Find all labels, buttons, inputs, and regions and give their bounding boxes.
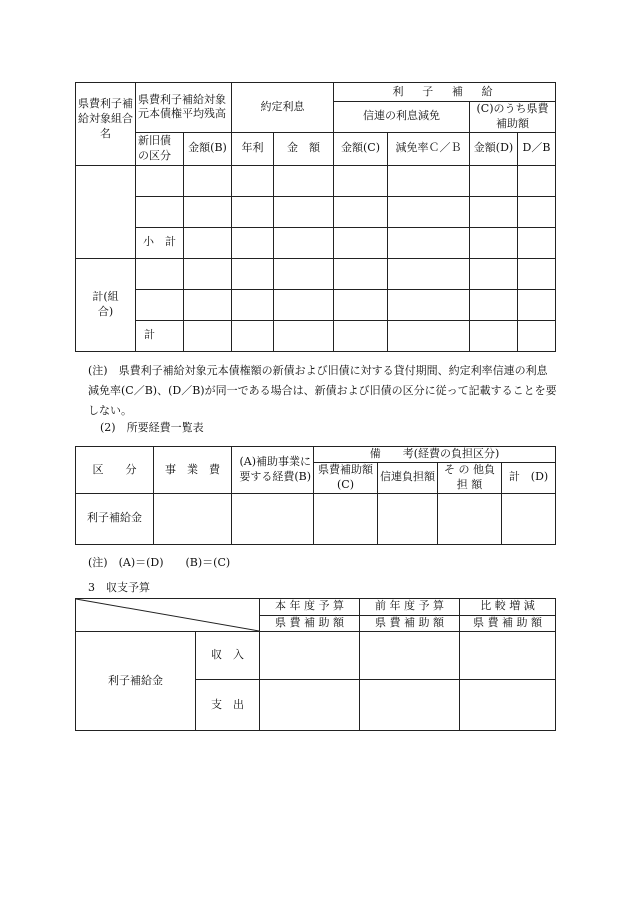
header-prev-year: 前 年 度 予 算: [360, 599, 460, 616]
cell: [232, 258, 274, 289]
header-comparison: 比 較 増 減: [460, 599, 556, 616]
cell: [232, 227, 274, 258]
cell: [274, 227, 334, 258]
cell: [154, 493, 232, 544]
cell: [232, 320, 274, 351]
corner-diagonal-cell: [76, 599, 260, 632]
cell: [470, 320, 518, 351]
cell: [360, 632, 460, 680]
header-remarks: 備 考(経費の負担区分): [314, 447, 556, 463]
cell: [136, 165, 184, 196]
cell: [274, 320, 334, 351]
cell: [184, 196, 232, 227]
cell: [184, 258, 232, 289]
header-shinren-reduction: 信連の利息減免: [334, 102, 470, 133]
cell: [388, 289, 470, 320]
cell: [334, 196, 388, 227]
header-annual-rate: 年利: [232, 132, 274, 165]
cell: [388, 320, 470, 351]
cell: [388, 227, 470, 258]
header-other-burden: そ の 他負 担 額: [438, 462, 502, 493]
header-new-old: 新旧債の区分: [136, 132, 184, 165]
subtotal-label: 小 計: [136, 227, 184, 258]
header-pref-subsidy-1: 県 費 補 助 額: [260, 615, 360, 632]
cell: [274, 165, 334, 196]
cell: [184, 165, 232, 196]
cell: [334, 165, 388, 196]
note-1: (注) 県費利子補給対象元本債権額の新債および旧債に対する貸付期間、約定利率信連の利息減免率(C／B)、(D／B)が同一である場合は、新債および旧債の区分に従って記載することを要しない。: [88, 364, 557, 417]
cell: [460, 632, 556, 680]
cell: [388, 196, 470, 227]
cell: [502, 493, 556, 544]
cell: [470, 227, 518, 258]
total-label: 計: [136, 320, 184, 351]
header-pref-subsidy-2: 県 費 補 助 額: [360, 615, 460, 632]
cell: [184, 227, 232, 258]
cell: [334, 289, 388, 320]
cell: [518, 320, 556, 351]
cell: [388, 258, 470, 289]
cell: [518, 227, 556, 258]
cell: [314, 493, 378, 544]
union-cell: [76, 165, 136, 258]
cell: [184, 289, 232, 320]
cell: [518, 258, 556, 289]
header-principal: 県費利子補給対象元本債権平均残高: [136, 83, 232, 133]
cell: [388, 165, 470, 196]
section-3-title: 3 収支予算: [88, 581, 150, 594]
cell: [470, 258, 518, 289]
header-db: D／B: [518, 132, 556, 165]
header-shinren-burden: 信連負担額: [378, 462, 438, 493]
income-label: 収 入: [196, 632, 260, 680]
cell: [460, 680, 556, 731]
cell: [518, 165, 556, 196]
header-kubun: 区 分: [76, 447, 154, 494]
cell: [274, 258, 334, 289]
header-project-cost: 事 業 費: [154, 447, 232, 494]
cell: [184, 320, 232, 351]
diagonal-line: [76, 599, 259, 631]
cell: [136, 196, 184, 227]
cell: [518, 196, 556, 227]
cell: [438, 493, 502, 544]
cell: [232, 493, 314, 544]
section-2-title: (2) 所要経費一覧表: [100, 421, 204, 434]
header-pref-subsidy-3: 県 費 補 助 額: [460, 615, 556, 632]
header-amount: 金 額: [274, 132, 334, 165]
cell: [232, 165, 274, 196]
cell: [136, 258, 184, 289]
header-pref-subsidy-c: 県費補助額 (C): [314, 462, 378, 493]
cell: [470, 165, 518, 196]
row-label-interest-subsidy: 利子補給金: [76, 493, 154, 544]
cell: [470, 196, 518, 227]
cell: [232, 196, 274, 227]
header-pref-subsidy: (C)のうち県費補助額: [470, 102, 556, 133]
cell: [470, 289, 518, 320]
header-amount-c: 金額(C): [334, 132, 388, 165]
cell: [360, 680, 460, 731]
header-total-d: 計 (D): [502, 462, 556, 493]
cell: [378, 493, 438, 544]
cell: [260, 680, 360, 731]
cell: [136, 289, 184, 320]
header-subsidy-expense: (A)補助事業に要する経費(B): [232, 447, 314, 494]
cell: [274, 289, 334, 320]
cell: [518, 289, 556, 320]
note-2: (注) (A)＝(D) (B)＝(C): [88, 556, 231, 569]
header-interest-subsidy: 利 子 補 給: [334, 83, 556, 102]
header-union-name: 県費利子補給対象組合名: [76, 83, 136, 166]
header-rate-cb: 減免率Ｃ／Ｂ: [388, 132, 470, 165]
cell: [334, 258, 388, 289]
cell: [260, 632, 360, 680]
expense-list-table: [75, 446, 556, 545]
header-this-year: 本 年 度 予 算: [260, 599, 360, 616]
cell: [334, 227, 388, 258]
cell: [274, 196, 334, 227]
header-contract-interest: 約定利息: [232, 83, 334, 133]
total-union-label: 計(組合): [76, 258, 136, 351]
row-label-interest-subsidy: 利子補給金: [76, 632, 196, 731]
header-amount-d: 金額(D): [470, 132, 518, 165]
expense-label: 支 出: [196, 680, 260, 731]
header-amount-b: 金額(B): [184, 132, 232, 165]
budget-table: [75, 598, 556, 731]
cell: [334, 320, 388, 351]
interest-subsidy-table: [75, 82, 556, 352]
cell: [232, 289, 274, 320]
